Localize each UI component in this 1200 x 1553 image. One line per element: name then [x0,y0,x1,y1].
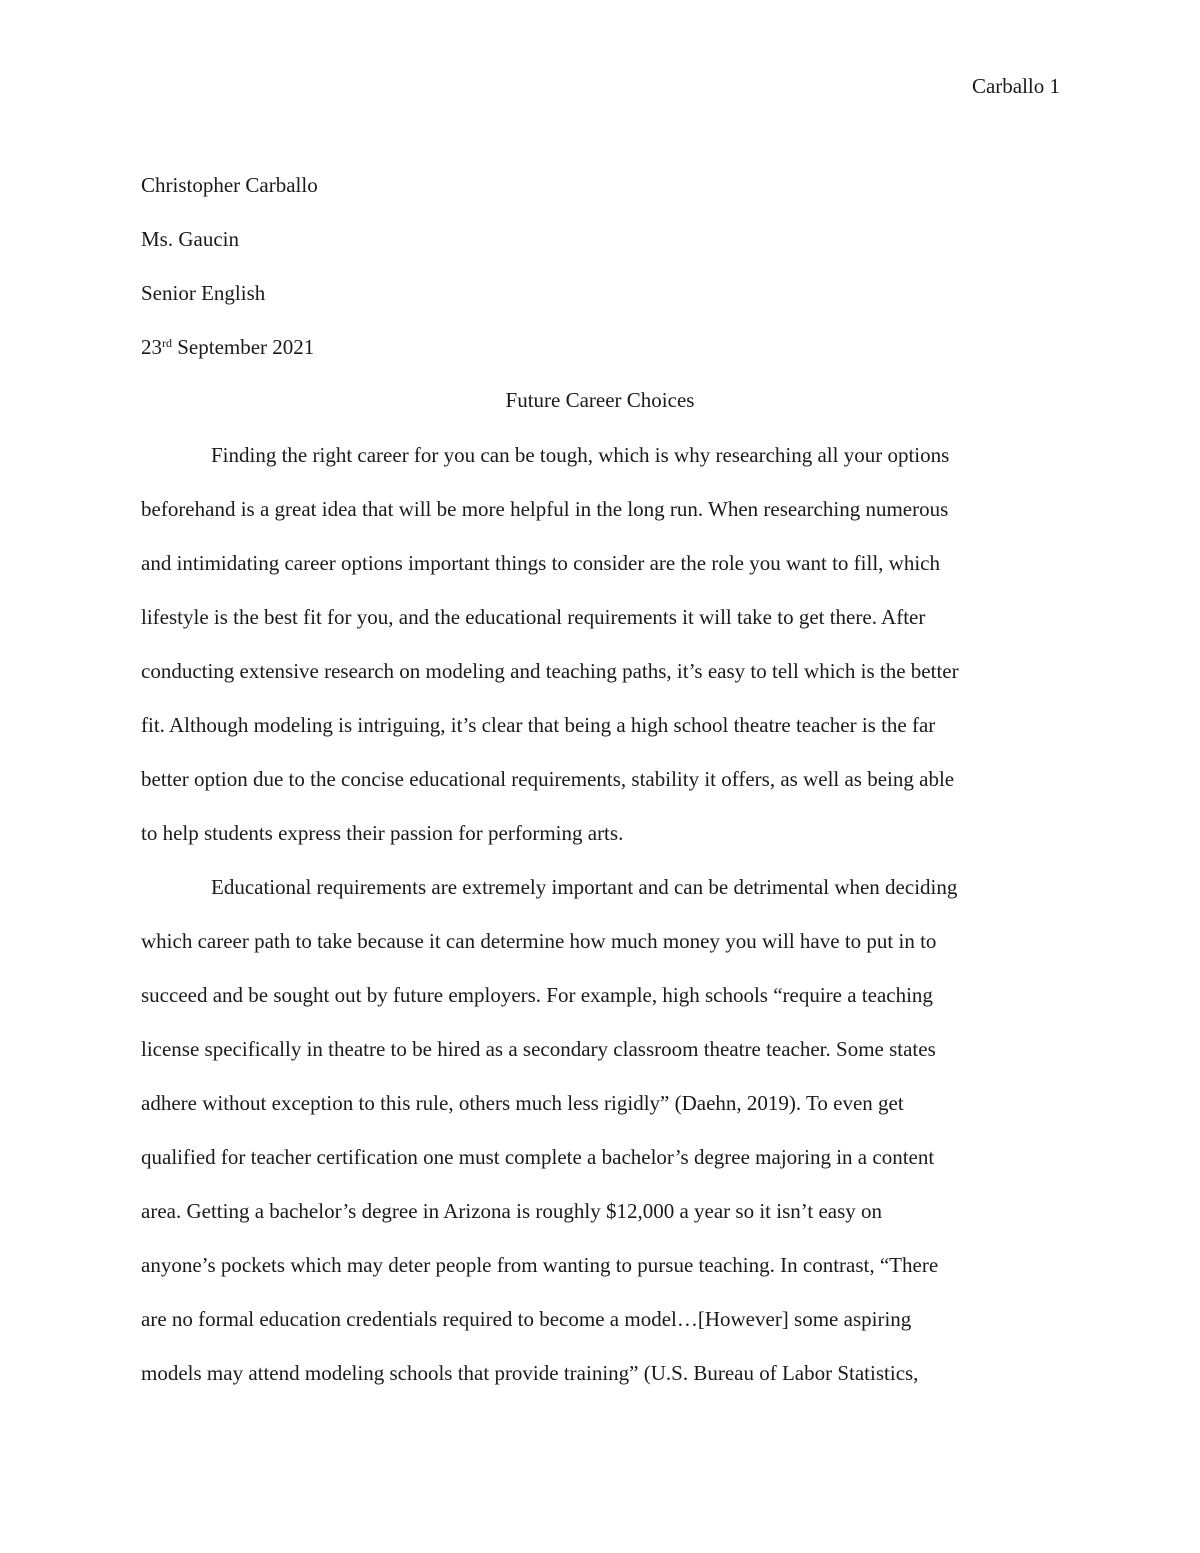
paragraph-2-line: which career path to take because it can determine how much money you will have to put in to [141,929,937,953]
paragraph-2-line: are no formal education credentials required to become a model…[However] some aspiring [141,1307,912,1331]
course-name: Senior English [141,281,266,305]
page-header-running-head: Carballo 1 [971,74,1060,98]
date-line [141,333,314,361]
paragraph-1-line: Finding the right career for you can be tough, which is why researching all your options [211,443,950,467]
paragraph-2-line: adhere without exception to this rule, others much less rigidly” (Daehn, 2019). To even get [141,1091,904,1115]
essay-title: Future Career Choices [505,388,695,412]
paragraph-2-line: anyone’s pockets which may deter people from wanting to pursue teaching. In contrast, “There [141,1253,939,1277]
paragraph-1-line: conducting extensive research on modeling and teaching paths, it’s easy to tell which is the better [141,659,959,683]
date-rest: September 2021 [172,335,315,359]
teacher-name: Ms. Gaucin [141,227,239,251]
paragraph-2-line: models may attend modeling schools that provide training” (U.S. Bureau of Labor Statistics, [141,1361,919,1385]
paragraph-2-line: Educational requirements are extremely important and can be detrimental when deciding [211,875,958,899]
paragraph-1-line: beforehand is a great idea that will be more helpful in the long run. When researching numerous [141,497,949,521]
paragraph-1-line: better option due to the concise educational requirements, stability it offers, as well as being able [141,767,955,791]
paragraph-2-line: license specifically in theatre to be hired as a secondary classroom theatre teacher. Some states [141,1037,936,1061]
paragraph-1-line: and intimidating career options important things to consider are the role you want to fill, which [141,551,940,575]
paragraph-1-line: fit. Although modeling is intriguing, it’s clear that being a high school theatre teacher is the far [141,713,936,737]
paragraph-2-line: qualified for teacher certification one must complete a bachelor’s degree majoring in a content [141,1145,935,1169]
paragraph-1-line: to help students express their passion for performing arts. [141,821,624,845]
paragraph-1-line: lifestyle is the best fit for you, and the educational requirements it will take to get there. After [141,605,926,629]
paragraph-2-line: area. Getting a bachelor’s degree in Arizona is roughly $12,000 a year so it isn’t easy on [141,1199,883,1223]
paragraph-2-line: succeed and be sought out by future employers. For example, high schools “require a teaching [141,983,933,1007]
student-name: Christopher Carballo [141,173,318,197]
date-day: 23 [141,335,162,359]
date-ordinal: rd [162,336,172,350]
